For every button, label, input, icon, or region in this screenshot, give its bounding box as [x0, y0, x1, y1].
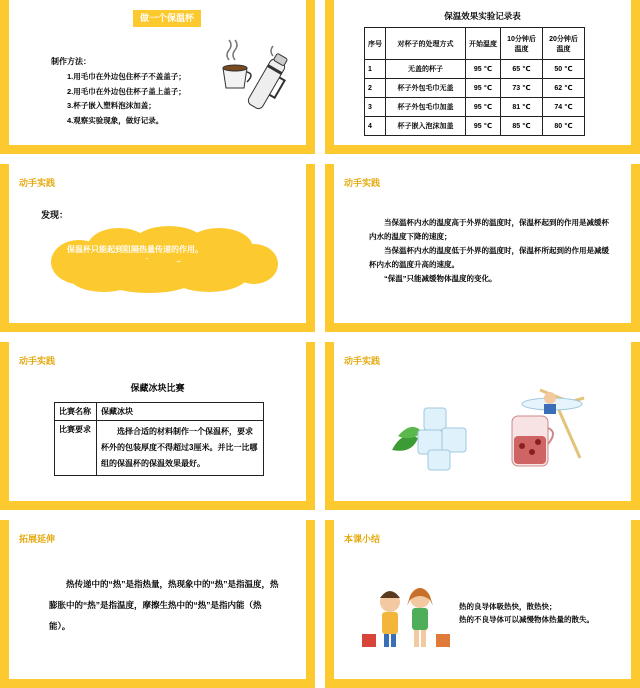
summary-line: 热的良导体吸热快，散热快；	[459, 602, 557, 611]
slide-title: 动手实践	[344, 178, 381, 188]
table-cell: 杯子外包毛巾无盖	[386, 79, 466, 98]
table-cell: 81 ℃	[501, 98, 543, 117]
slide-content	[9, 0, 306, 145]
step-item: 2.用毛巾在外边包住杯子盖上盖子；	[67, 86, 186, 96]
table-row	[55, 421, 264, 476]
table-cell: 2	[365, 79, 386, 98]
step-item: 1.用毛巾在外边包住杯子不盖盖子；	[67, 72, 186, 81]
discovery-text: 保温杯只能起到阻隔热量传递的作用。	[67, 245, 203, 254]
cloud-shape	[49, 224, 279, 294]
table-row	[365, 98, 585, 117]
table-cell: 65 ℃	[501, 60, 543, 79]
table-cell: 85 ℃	[501, 117, 543, 136]
slide-competition[interactable]	[0, 342, 315, 510]
table-cell: 4	[365, 117, 386, 136]
slide-content	[334, 520, 631, 679]
slide-title: 本课小结	[344, 534, 381, 544]
table-cell: 杯子嵌入泡沫加盖	[386, 117, 466, 136]
table-cell: 73 ℃	[501, 79, 543, 98]
table-cell: 保藏冰块	[97, 403, 264, 421]
discovery-label: 发现：	[41, 210, 69, 220]
slide-extension[interactable]	[0, 520, 315, 688]
slide-title: 动手实践	[344, 356, 381, 366]
table-header-row	[365, 28, 585, 60]
slide-content	[334, 164, 631, 323]
slide-summary[interactable]	[325, 520, 640, 688]
header-cell: 10分钟后温度	[501, 28, 543, 60]
slide-title: 动手实践	[19, 356, 56, 366]
paragraph: 当保温杯内水的温度低于外界的温度时，保温杯所起到的作用是减缓杯内水的温度升高的速度。	[369, 246, 609, 269]
summary-line: 热的不良导体可以减慢物体热量的散失。	[459, 615, 594, 624]
table-cell: 比赛名称	[55, 403, 97, 421]
slide-content	[9, 164, 306, 323]
children-illustration	[356, 572, 456, 647]
summary-text	[459, 600, 594, 626]
table-cell: 95 ℃	[466, 98, 501, 117]
slide-content	[334, 0, 631, 145]
table-cell: 95 ℃	[466, 117, 501, 136]
slide-content	[9, 520, 306, 679]
header-cell: 20分钟后温度	[543, 28, 585, 60]
paragraph: “保温”只能减缓物体温度的变化。	[384, 274, 497, 283]
table-cell: 无盖的杯子	[386, 60, 466, 79]
table-row	[55, 403, 264, 421]
table-cell: 74 ℃	[543, 98, 585, 117]
table-cell: 62 ℃	[543, 79, 585, 98]
slide-make-thermos[interactable]	[0, 0, 315, 154]
ice-cubes-illustration	[384, 400, 479, 475]
paragraph: 当保温杯内水的温度高于外界的温度时，保温杯起到的作用是减缓杯内水的温度下降的速度；	[369, 218, 609, 241]
competition-title: 保藏冰块比赛	[130, 383, 185, 393]
jar-with-child-illustration	[500, 388, 590, 473]
slide-title: 动手实践	[19, 178, 56, 188]
slide-content	[334, 342, 631, 501]
table-cell: 50 ℃	[543, 60, 585, 79]
thermos-cup-illustration	[215, 38, 295, 118]
table-cell: 3	[365, 98, 386, 117]
extension-text: 热传递中的“热”是指热量，热现象中的“热”是指温度，热膨胀中的“热”是指温度，摩擦生热中的“热”是指内能（热能）。	[49, 579, 279, 631]
steps-list	[67, 70, 186, 128]
table-cell: 选择合适的材料制作一个保温杯，要求杯外的包装厚度不得超过3厘米。并比一比哪组的保温杯的保温效果最好。	[97, 421, 264, 476]
section-pill: 做一个保温杯	[133, 10, 201, 27]
table-cell: 杯子外包毛巾加盖	[386, 98, 466, 117]
slide-explanation[interactable]	[325, 164, 640, 332]
competition-table	[54, 402, 264, 476]
table-cell: 95 ℃	[466, 60, 501, 79]
slide-ice-illustration[interactable]	[325, 342, 640, 510]
explanation-text	[369, 216, 609, 286]
experiment-table	[364, 27, 585, 136]
slide-content	[9, 342, 306, 501]
table-row	[365, 79, 585, 98]
header-cell: 序号	[365, 28, 386, 60]
table-row	[365, 117, 585, 136]
table-cell: 80 ℃	[543, 117, 585, 136]
header-cell: 对杯子的处理方式	[386, 28, 466, 60]
table-cell: 95 ℃	[466, 79, 501, 98]
slide-title: 拓展延伸	[19, 534, 56, 544]
table-row	[365, 60, 585, 79]
step-item: 3.杯子嵌入塑料泡沫加盖；	[67, 101, 156, 110]
slide-record-table[interactable]	[325, 0, 640, 154]
table-cell: 1	[365, 60, 386, 79]
slide-discovery[interactable]	[0, 164, 315, 332]
table-title: 保温效果实验记录表	[444, 11, 521, 21]
table-cell: 比赛要求	[55, 421, 97, 476]
step-item: 4.观察实验现象，做好记录。	[67, 115, 164, 125]
header-cell: 开始温度	[466, 28, 501, 60]
method-label: 制作方法：	[51, 57, 91, 66]
